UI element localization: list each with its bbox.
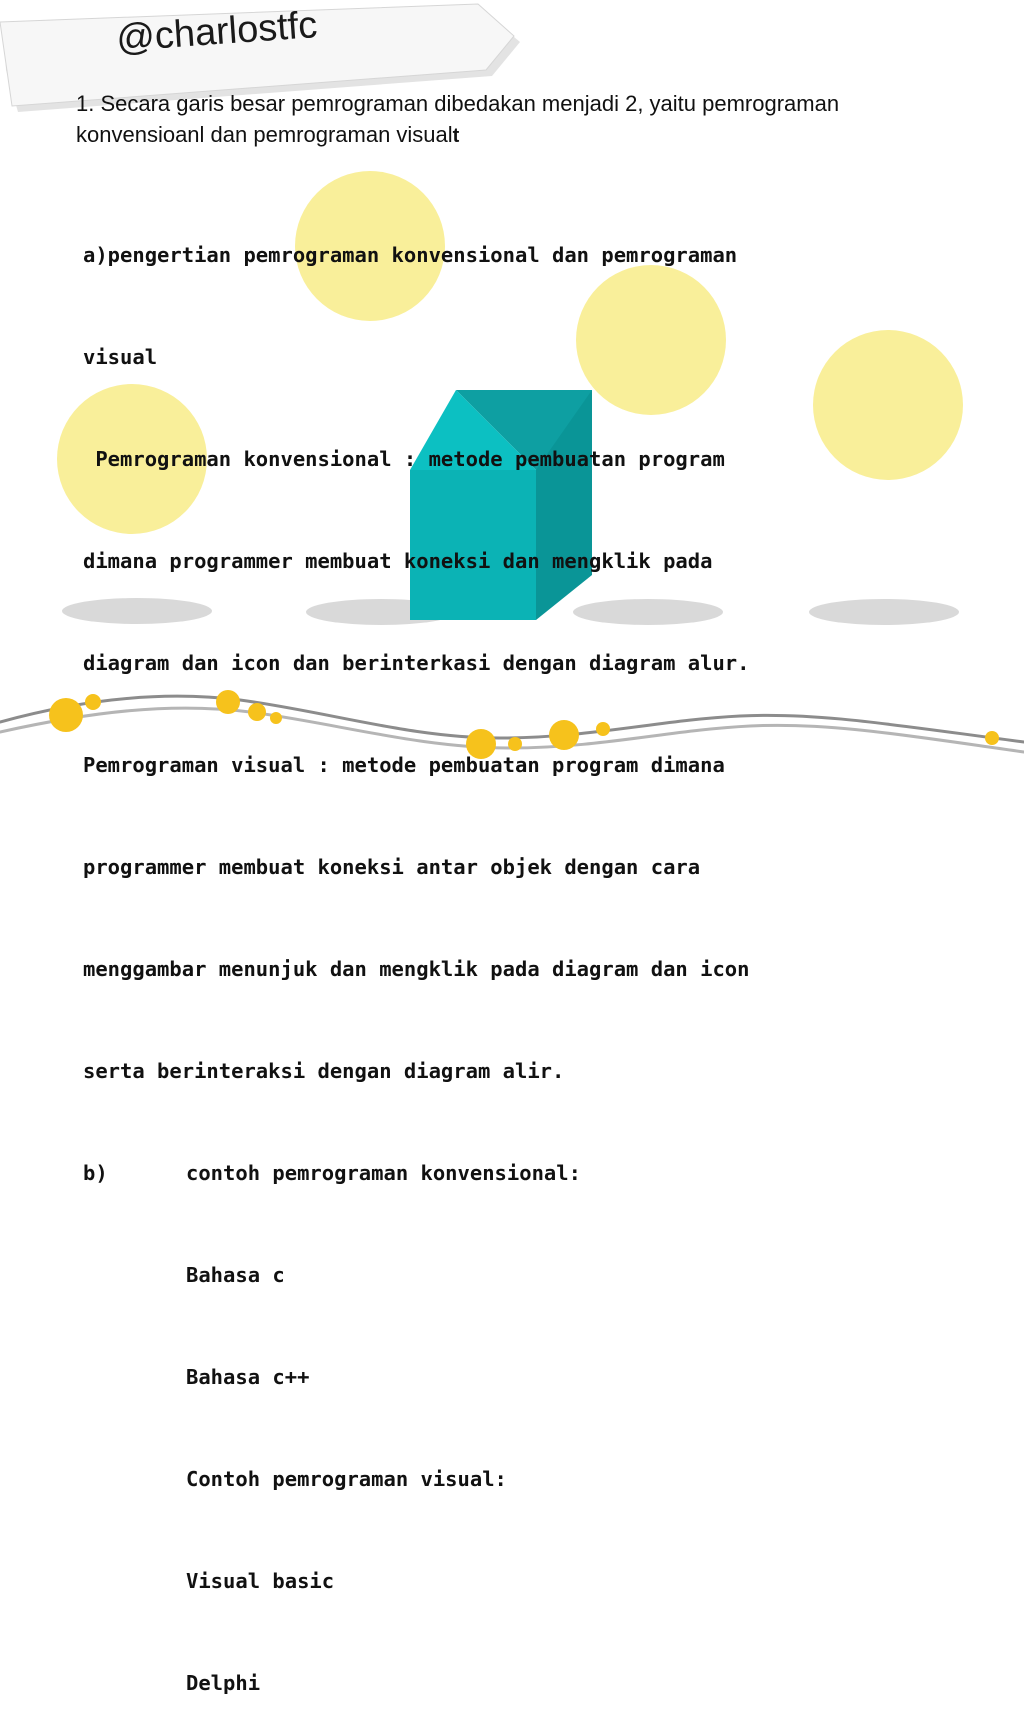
list-item: Delphi — [186, 1671, 261, 1695]
answer-block — [83, 170, 943, 1734]
list-item: Bahasa c++ — [186, 1365, 310, 1389]
list-item: Visual basic — [186, 1569, 335, 1593]
intro-text: 1. Secara garis besar pemrograman dibedakan menjadi 2, yaitu pemrograman konvensioanl dan pemrograman visual — [76, 91, 840, 147]
section-b-label: b) — [83, 1161, 108, 1185]
examples-heading-row — [83, 1156, 943, 1190]
heading-line: a)pengertian pemrograman konvensional dan pemrograman — [83, 243, 738, 267]
list-item: Bahasa c — [186, 1263, 285, 1287]
definition-line: menggambar menunjuk dan mengklik pada diagram dan icon — [83, 957, 750, 981]
visual-examples-heading: Contoh pemrograman visual: — [186, 1467, 507, 1491]
definition-line: serta berinteraksi dengan diagram alir. — [83, 1059, 565, 1083]
intro-tail: t — [452, 125, 460, 147]
section-b-heading: contoh pemrograman konvensional: — [186, 1161, 581, 1185]
definition-line: Pemrograman visual : metode pembuatan program dimana — [83, 753, 725, 777]
definition-line: programmer membuat koneksi antar objek dengan cara — [83, 855, 701, 879]
definition-line: diagram dan icon dan berinterkasi dengan diagram alur. — [83, 651, 750, 675]
heading-line: visual — [83, 345, 158, 369]
intro-question — [76, 88, 916, 152]
brand-handle: @charlostfc — [115, 4, 319, 61]
definition-line: Pemrograman konvensional : metode pembuatan program — [83, 447, 725, 471]
definition-line: dimana programmer membuat koneksi dan mengklik pada — [83, 549, 713, 573]
